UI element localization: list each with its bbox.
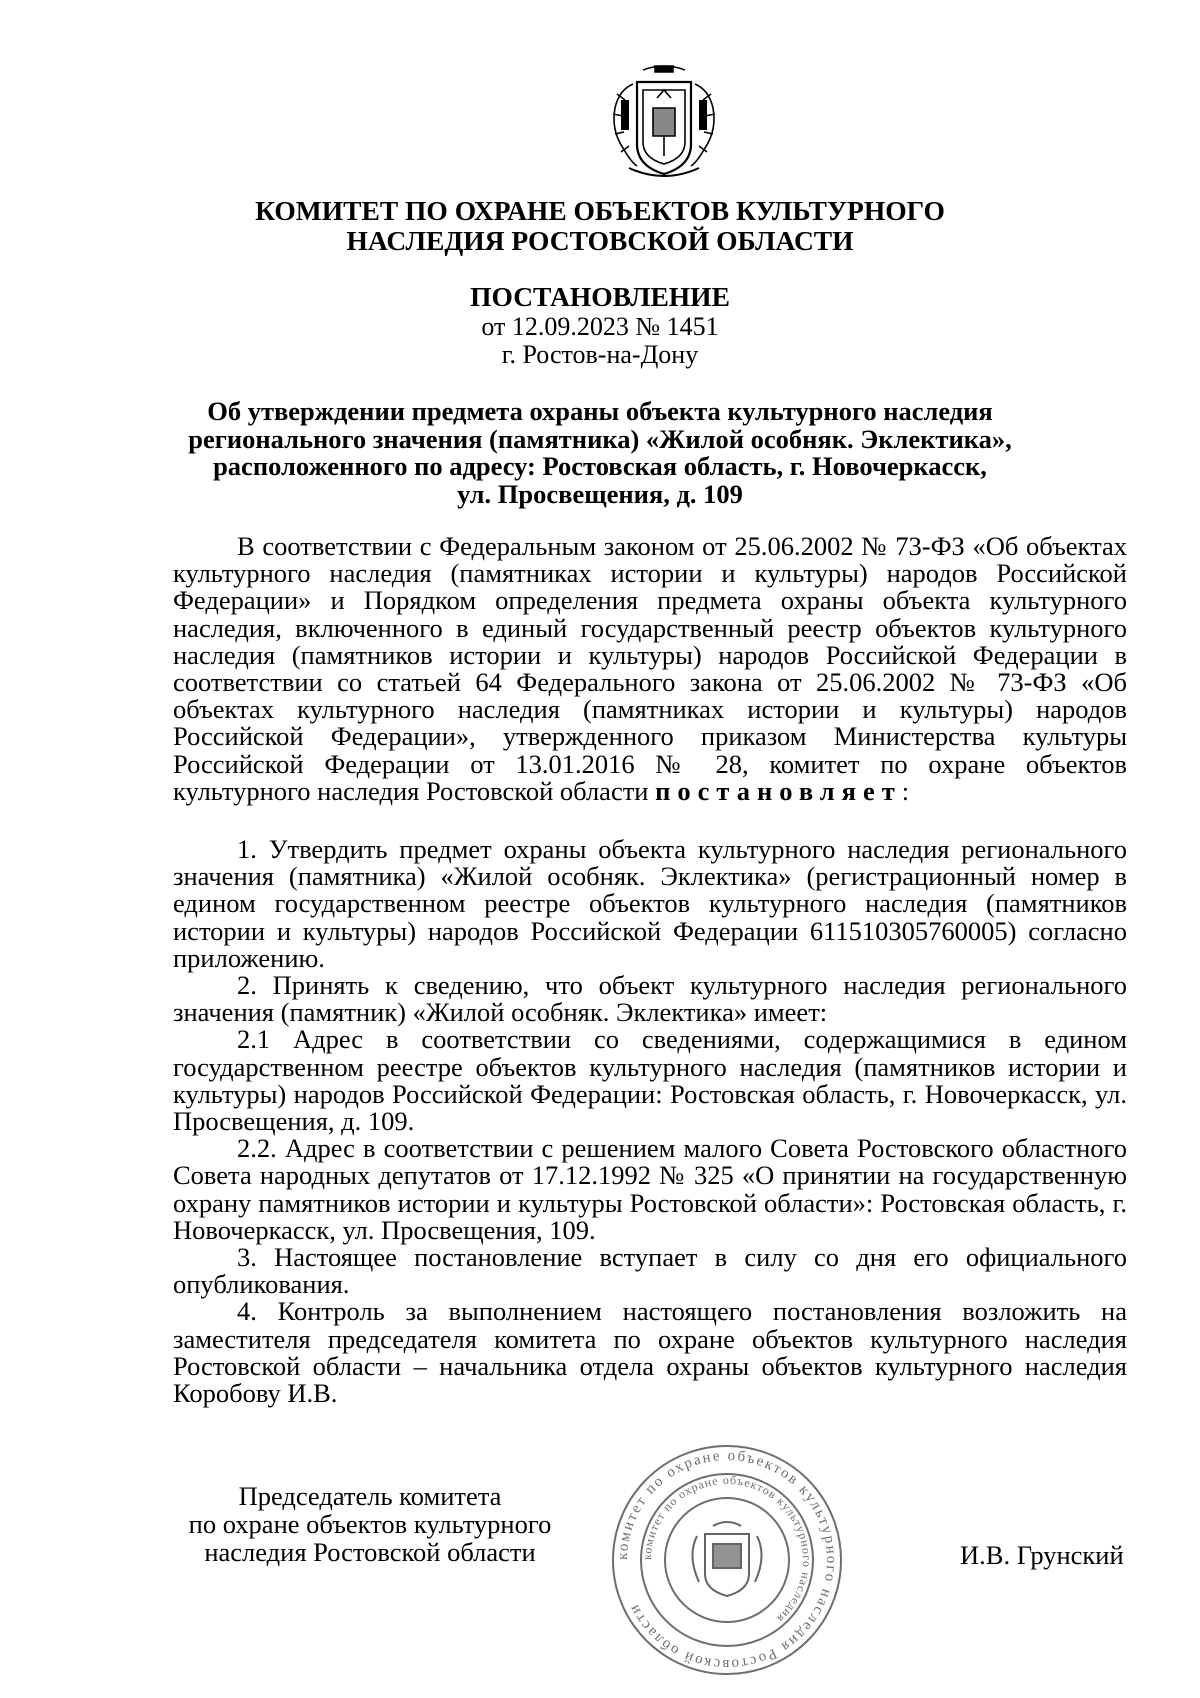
item-3: 3. Настоящее постановление вступает в силу со дня его официального опубликования. [173, 1242, 1127, 1300]
signer-position-line-1: Председатель комитета [238, 1481, 502, 1511]
resolution-items [173, 836, 1127, 1407]
item-2: 2. Принять к сведению, что объект культурного наследия регионального значения (памятник) «Жилой особняк. Эклектика» имеет: [173, 970, 1127, 1028]
signer-position-line-3: наследия Ростовской области [204, 1537, 536, 1567]
signer-position-line-2: по охране объектов культурного [188, 1509, 552, 1539]
item-1: 1. Утвердить предмет охраны объекта культурного наследия регионального значения (памятника) «Жилой особняк. Эклектика» (регистрационный номер в едином государственном реестре объектов культурного наследия (памятников истории и культуры) народов Российской Федерации 611510305760005) согласно приложению. [173, 834, 1127, 973]
intro-end: : [901, 775, 910, 806]
stamp-emblem [692, 1522, 761, 1596]
coat-of-arms-emblem [603, 64, 725, 184]
intro-paragraph [173, 533, 1127, 805]
document-date-number: от 12.09.2023 № 1451 [481, 312, 719, 341]
official-stamp [607, 1440, 847, 1680]
subject-line-2: регионального значения (памятника) «Жилой особняк. Эклектика», [188, 423, 1012, 454]
item-2-1: 2.1 Адрес в соответствии со сведениями, содержащимися в едином государственном реестре объектов культурного наследия (памятников истории и культуры) народов Российской Федерации: Ростовская область, г. Новочеркасск, ул. Просвещения, д. 109. [173, 1024, 1127, 1137]
header-line-1: КОМИТЕТ ПО ОХРАНЕ ОБЪЕКТОВ КУЛЬТУРНОГО [255, 195, 945, 226]
item-4: 4. Контроль за выполнением настоящего постановления возложить на заместителя председателя комитета по охране объектов культурного наследия Ростовской области – начальника отдела охраны объектов культурного наследия Коробову И.В. [173, 1296, 1127, 1409]
intro-keyword: постановляет [655, 775, 902, 806]
signer-position [170, 1482, 570, 1566]
committee-header [170, 196, 1030, 256]
subject-line-4: ул. Просвещения, д. 109 [457, 478, 743, 509]
header-line-2: НАСЛЕДИЯ РОСТОВСКОЙ ОБЛАСТИ [346, 225, 854, 256]
subject-line-3: расположенного по адресу: Ростовская область, г. Новочеркасск, [213, 451, 987, 481]
document-type: ПОСТАНОВЛЕНИЕ [470, 281, 730, 312]
stamp-outer-text: комитет по охране объектов культурного наследия Ростовской области [614, 1447, 840, 1673]
intro-text: В соответствии с Федеральным законом от 25.06.2002 № 73-ФЗ «Об объектах культурного наследия (памятниках истории и культуры) народов Российской Федерации» и Порядком определения предмета охраны объекта культурного наследия, включенного в единый государственный реестр объектов культурного наследия (памятников истории и культуры) народов Российской Федерации в соответствии со статьей 64 Федерального закона от 25.06.2002 № 73-ФЗ «Об объектах культурного наследия (памятниках истории и культуры) народов Российской Федерации», утвержденного приказом Министерства культуры Российской Федерации от 13.01.2016 № 28, комитет по охране объектов культурного наследия Ростовской области [173, 531, 1127, 806]
subject-line-1: Об утверждении предмета охраны объекта культурного наследия [207, 396, 993, 426]
stamp-inner-text: комитет по охране объектов культурного наследия [639, 1472, 815, 1627]
signer-name: И.В. Грунский [960, 1540, 1124, 1570]
document-subject [170, 398, 1030, 508]
item-2-2: 2.2. Адрес в соответствии с решением малого Совета Ростовского областного Совета народных депутатов от 17.12.1992 № 325 «О принятии на государственную охрану памятников истории и культуры Ростовской области»: Ростовская область, г. Новочеркасск, ул. Просвещения, 109. [173, 1133, 1127, 1245]
document-city: г. Ростов-на-Дону [501, 340, 699, 369]
